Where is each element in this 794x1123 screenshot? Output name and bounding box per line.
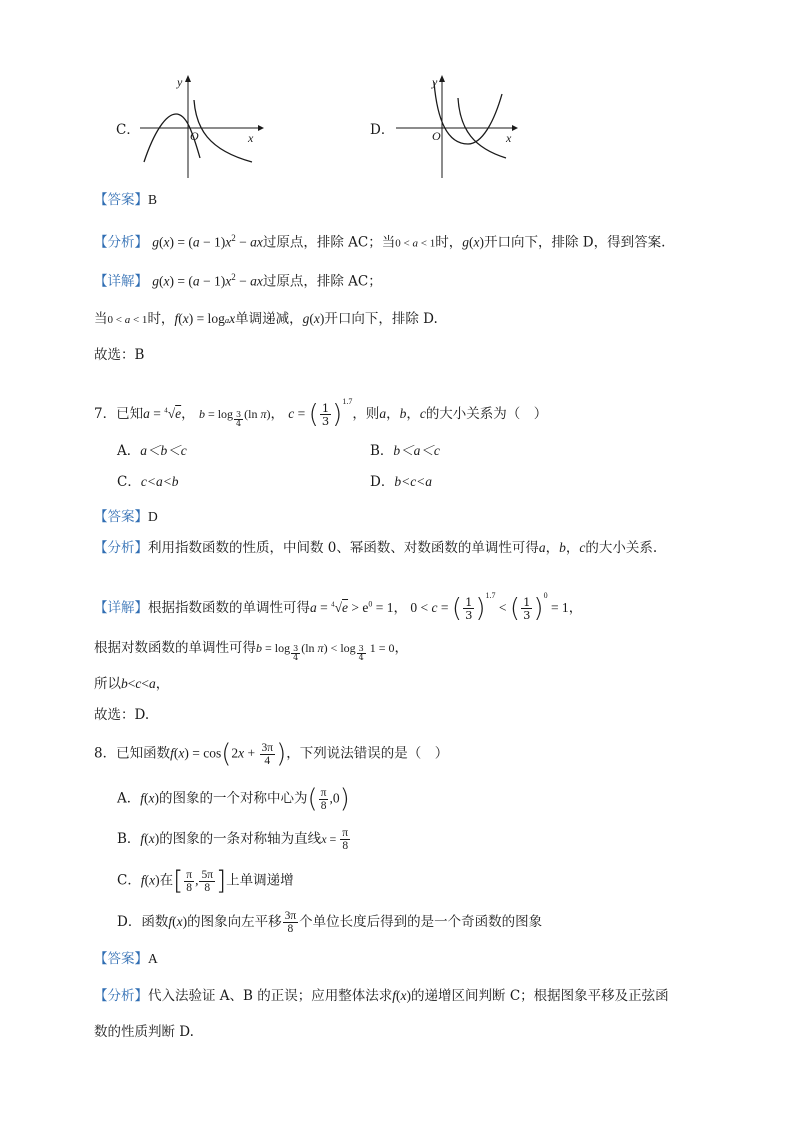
graph-c-x-label: x xyxy=(248,131,254,145)
graph-c-y-label: y xyxy=(177,75,183,89)
answer-tag: 【答案】 xyxy=(94,951,148,967)
detail-tag: 【详解】 xyxy=(94,600,148,616)
q8-analysis: 【分析】代入法验证 A、B 的正误；应用整体法求f(x)的递增区间判断 C；根据图象平移及正弦函 xyxy=(94,988,669,1004)
graph-d-y-arrow xyxy=(439,75,445,82)
graph-d-parabola xyxy=(434,82,502,144)
graph-d-x-label: x xyxy=(506,131,512,145)
q8-stem: 8．已知函数f(x) = cos(2x + $\frac{3\pi}{4}$ )，下列说法错误的是（ ） xyxy=(94,739,449,769)
q7-option-c[interactable]: C．c<a<b xyxy=(117,474,179,490)
graph-c-label: C． xyxy=(116,122,140,138)
graph-c-x-arrow xyxy=(258,125,264,131)
q7-option-a[interactable]: A．a＜b＜c xyxy=(117,443,187,459)
detail-tag: 【详解】 xyxy=(94,273,148,290)
q6-analysis: 【分析】 $g(x) = (a - 1)x^2$ − ax过原点，排除 AC；当0 < a < 1时，g(x)开口向下，排除 D，得到答案. xyxy=(94,233,666,251)
q7-option-d[interactable]: D．b<c<a xyxy=(370,474,433,490)
answer-tag: 【答案】 xyxy=(94,192,148,208)
q7-option-b[interactable]: B．b＜a＜c xyxy=(370,443,440,459)
analysis-tag: 【分析】 xyxy=(94,540,148,556)
graph-d-y-label: y xyxy=(432,75,438,89)
q8-option-d[interactable]: D．函数f(x)的图象向左平移 $\frac{3\pi}{8}$ 个单位长度后得到的是一个奇函数的图象 xyxy=(117,910,543,935)
graph-c-log-curve xyxy=(194,100,252,162)
analysis-tag: 【分析】 xyxy=(94,988,148,1004)
q7-answer: 【答案】D xyxy=(94,509,158,525)
graph-d-origin: O xyxy=(432,129,441,143)
q7-detail-line2: 根据对数函数的单调性可得b = log $\frac{3}{4}$ (ln π) < log $\frac{3}{4}$ 1 = 0， xyxy=(94,640,409,662)
q8-option-c[interactable]: C．f(x)在[ $\frac{\pi}{8}$ , $\frac{5\pi}{8}$ ]上单调递增 xyxy=(117,866,294,896)
graph-d-label: D． xyxy=(370,122,395,138)
analysis-tag: 【分析】 xyxy=(94,234,148,251)
graph-c xyxy=(136,72,266,182)
q8-option-a[interactable]: A．f(x)的图象的一个对称中心为( $\frac{\pi}{8}$ ,0) xyxy=(117,784,350,814)
q6-choose: 故选：B xyxy=(94,347,145,363)
graph-c-y-arrow xyxy=(185,75,191,82)
q7-detail: 【详解】根据指数函数的单调性可得$a = ^4√e > e^0 = 1$， 0 < c = ( $\frac{1}{3}$ )$^{1.7}$ < ( $\frac{1}{3}$ )$^0$ = 1， xyxy=(94,591,583,624)
q7-choose: 故选：D. xyxy=(94,707,150,723)
q6-answer: 【答案】B xyxy=(94,192,158,208)
answer-tag: 【答案】 xyxy=(94,509,148,525)
q7-detail-line3: 所以b<c<a， xyxy=(94,676,170,692)
graph-d-x-arrow xyxy=(512,125,518,131)
q6-detail: 【详解】 $g(x) = (a - 1)x^2$ − ax过原点，排除 AC； xyxy=(94,272,382,290)
q8-option-b[interactable]: B．f(x)的图象的一条对称轴为直线x = $\frac{\pi}{8}$ xyxy=(117,827,349,852)
q7-analysis: 【分析】利用指数函数的性质，中间数 0、幂函数、对数函数的单调性可得a，b，c的大小关系. xyxy=(94,540,658,556)
q8-analysis-line2: 数的性质判断 D. xyxy=(94,1024,194,1040)
q8-answer: 【答案】A xyxy=(94,951,158,967)
q6-detail-line2: 当0 < a < 1时，f(x) = logax单调递减，g(x)开口向下，排除 D. xyxy=(94,311,438,327)
graph-d xyxy=(390,72,520,182)
graph-c-origin: O xyxy=(190,129,199,143)
q7-stem: 7．已知a = $^4$√e， b = log $\frac{3}{4}$ (ln π)， c = ( $\frac{1}{3}$ )$^{1.7}$，则a，b，c的大小关系为（ ） xyxy=(94,397,548,430)
